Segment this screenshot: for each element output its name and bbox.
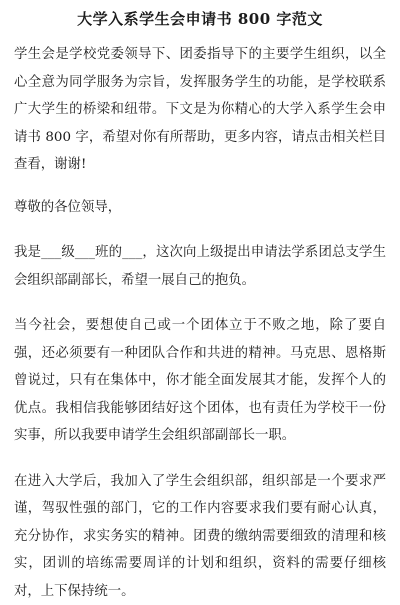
experience-paragraph: 在进入大学后，我加入了学生会组织部，组织部是一个要求严谨，驾驭性强的部门，它的工作内容要求我们要有耐心认真，充分协作，求实务实的精神。团费的缴纳需要细致的清理和核实，团训的培练需要周详的计划和组织，资料的需要仔细核对，上下保持统一。: [14, 468, 386, 605]
intro-paragraph: 学生会是学校党委领导下、团委指导下的主要学生组织，以全心全意为同学服务为宗旨，发挥服务学生的功能，是学校联系广大学生的桥梁和纽带。下文是为你精心的大学入系学生会申请书 800 字，希望对你有所帮助，更多内容，请点击相关栏目查看，谢谢!: [14, 41, 386, 179]
self-introduction-paragraph: 我是___级___班的___，这次向上级提出申请法学系团总支学生会组织部副部长，希望一展自己的抱负。: [14, 239, 386, 294]
teamwork-paragraph: 当今社会，要想使自己或一个团体立于不败之地，除了要自强，还必须要有一种团队合作和共进的精神。马克思、恩格斯曾说过，只有在集体中，你才能全面发展其才能，发挥个人的优点。我相信我能够团结好这个团体，也有责任为学校干一份实事，所以我要申请学生会组织部副部长一职。: [14, 312, 386, 450]
salutation-paragraph: 尊敬的各位领导，: [14, 194, 386, 222]
document-title: 大学入系学生会申请书 800 字范文: [14, 9, 386, 29]
